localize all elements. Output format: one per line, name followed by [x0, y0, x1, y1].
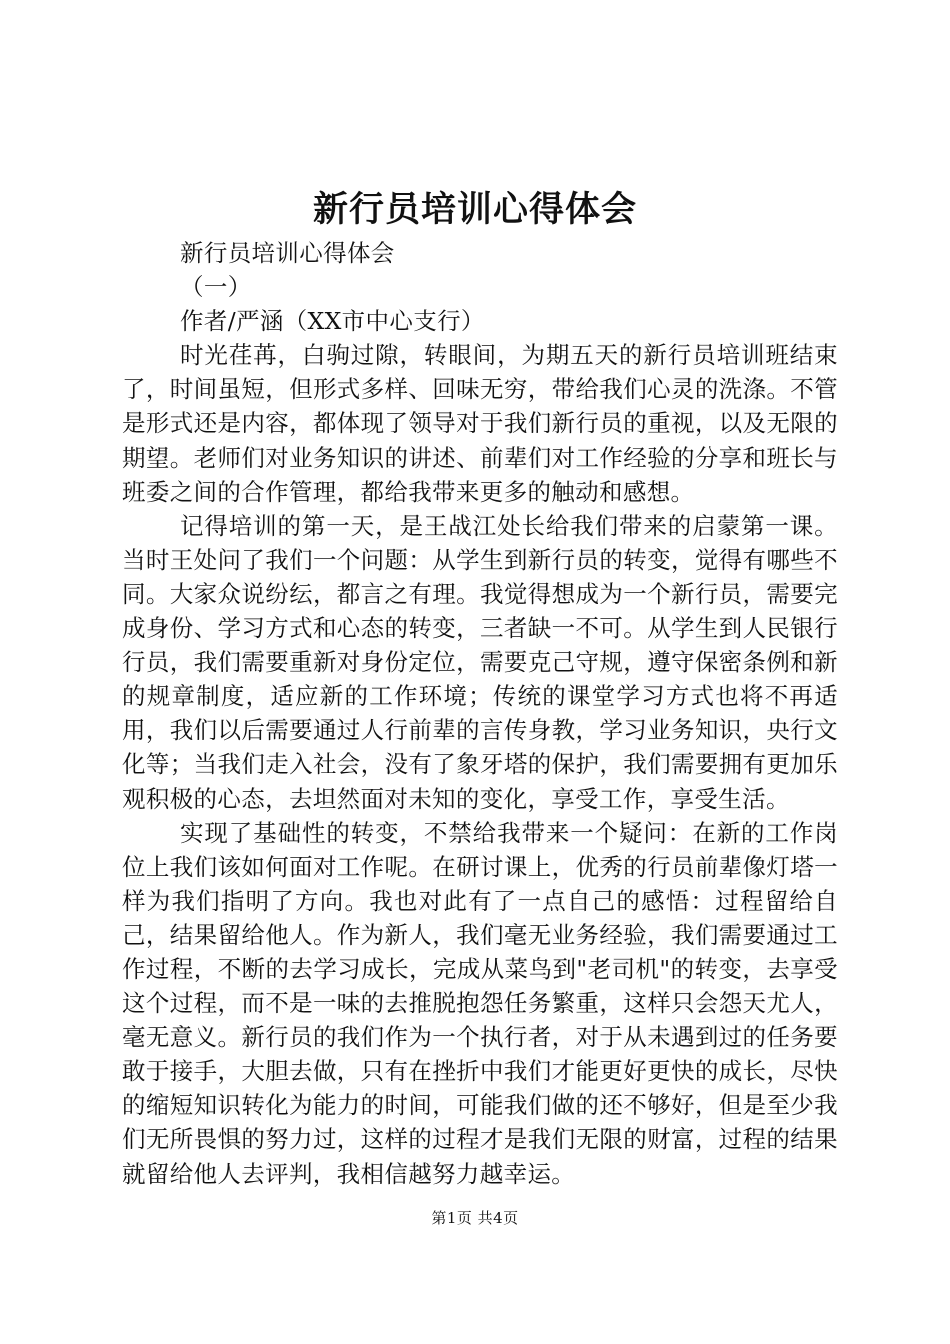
document-title: 新行员培训心得体会 — [312, 189, 637, 230]
document-body — [122, 236, 838, 1191]
paragraph: 时光荏苒，白驹过隙，转眼间，为期五天的新行员培训班结束了，时间虽短，但形式多样、回味无穷，带给我们心灵的洗涤。不管是形式还是内容，都体现了领导对于我们新行员的重视，以及无限的期望。老师们对业务知识的讲述、前辈们对工作经验的分享和班长与班委之间的合作管理，都给我带来更多的触动和感想。 — [122, 341, 838, 506]
author-line: 作者/严涵（XX市中心支行） — [180, 307, 485, 336]
paragraph: 实现了基础性的转变，不禁给我带来一个疑问：在新的工作岗位上我们该如何面对工作呢。在研讨课上，优秀的行员前辈像灯塔一样为我们指明了方向。我也对此有了一点自己的感悟：过程留给自己，结果留给他人。作为新人，我们毫无业务经验，我们需要通过工作过程，不断的去学习成长，完成从菜鸟到"老司机"的转变，去享受这个过程，而不是一味的去推脱抱怨任务繁重，这样只会怨天尤人，毫无意义。新行员的我们作为一个执行者，对于从未遇到过的任务要敢于接手，大胆去做，只有在挫折中我们才能更好更快的成长，尽快的缩短知识转化为能力的时间，可能我们做的还不够好，但是至少我们无所畏惧的努力过，这样的过程才是我们无限的财富，过程的结果就留给他人去评判，我相信越努力越幸运。 — [122, 818, 838, 1188]
page-indicator: 第1页 共4页 — [431, 1209, 519, 1227]
document-subtitle: 新行员培训心得体会 — [180, 239, 395, 267]
paragraph: 记得培训的第一天，是王战江处长给我们带来的启蒙第一课。当时王处问了我们一个问题：从学生到新行员的转变，觉得有哪些不同。大家众说纷纭，都言之有理。我觉得想成为一个新行员，需要完成身份、学习方式和心态的转变，三者缺一不可。从学生到人民银行行员，我们需要重新对身份定位，需要克己守规，遵守保密条例和新的规章制度，适应新的工作环境；传统的课堂学习方式也将不再适用，我们以后需要通过人行前辈的言传身教，学习业务知识，央行文化等；当我们走入社会，没有了象牙塔的保护，我们需要拥有更加乐观积极的心态，去坦然面对未知的变化，享受工作，享受生活。 — [122, 511, 838, 813]
section-label: （一） — [180, 273, 252, 302]
